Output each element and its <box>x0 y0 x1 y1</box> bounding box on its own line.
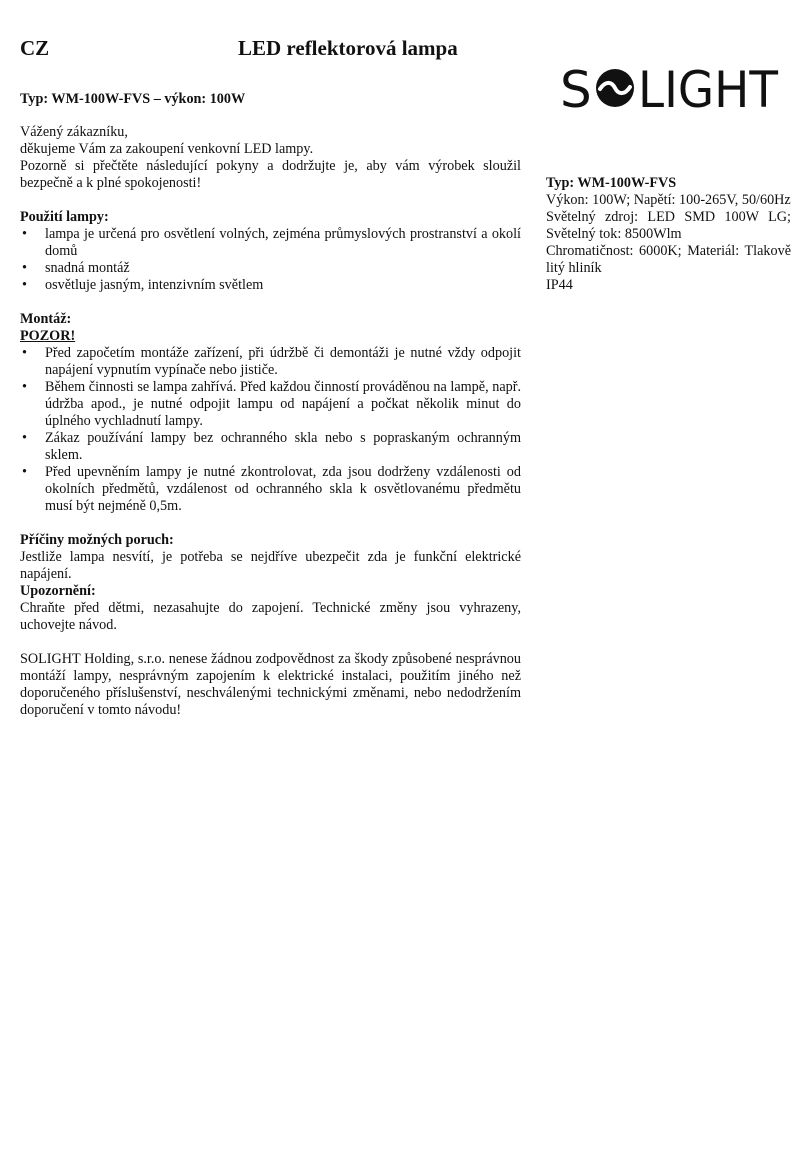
faults-text: Jestliže lampa nesvítí, je potřeba se nejdříve ubezpečit zda je funkční elektrické napájení. <box>20 549 521 582</box>
specs-panel <box>546 175 791 294</box>
greeting: Vážený zákazníku, <box>20 124 128 140</box>
list-item: • Zákaz používání lampy bez ochranného skla nebo s popraskaným ochranným sklem. <box>22 430 521 463</box>
list-item: • osvětluje jasným, intenzivním světlem <box>22 277 264 293</box>
spec-luminous-flux: Světelný tok: 8500Wlm <box>546 226 682 242</box>
list-item: • lampa je určená pro osvětlení volných, zejména průmyslových prostranství a okolí domů <box>22 226 521 259</box>
list-item: • Během činnosti se lampa zahřívá. Před každou činností prováděnou na lampě, např. údržba apod., je nutné odpojit lampu od napájení a počkat několik minut do úplného vychladnutí lampy. <box>22 379 521 429</box>
usage-list <box>20 226 521 294</box>
bullet-icon: • <box>22 379 27 395</box>
caution-heading: Upozornění: <box>20 583 96 599</box>
faults-heading: Příčiny možných poruch: <box>20 532 174 548</box>
spec-chromaticity-material: Chromatičnost: 6000K; Materiál: Tlakově litý hliník <box>546 243 791 276</box>
notice-paragraph: Pozorně si přečtěte následující pokyny a dodržujte je, aby vám výrobek sloužil bezpečně a k plné spokojenosti! <box>20 158 521 191</box>
svg-text:S: S <box>560 61 592 116</box>
list-item: • Před upevněním lampy je nutné zkontrolovat, zda jsou dodrženy vzdálenosti od okolních předmětů, vzdálenost od ochranného skla k osvětlovanému předmětu musí být nejméně 0,5m. <box>22 464 521 514</box>
list-item: • Před započetím montáže zařízení, při údržbě či demontáži je nutné vždy odpojit napájení vypnutím vypínače nebo jističe. <box>22 345 521 378</box>
language-code: CZ <box>20 36 50 60</box>
type-line: Typ: WM-100W-FVS – výkon: 100W <box>20 91 246 107</box>
bullet-icon: • <box>22 226 27 242</box>
mounting-heading: Montáž: <box>20 311 72 327</box>
bullet-icon: • <box>22 430 27 446</box>
spec-light-source: Světelný zdroj: LED SMD 100W LG; <box>546 209 791 225</box>
bullet-icon: • <box>22 345 27 361</box>
thanks-line: děkujeme Vám za zakoupení venkovní LED lampy. <box>20 141 314 157</box>
disclaimer-paragraph: SOLIGHT Holding, s.r.o. nenese žádnou zodpovědnost za škody způsobené nesprávnou montáží lampy, nesprávným zapojením k elektrické instalaci, použitím jiného než doporučeného příslušenství, neschválenými technickými změnami, nebo nedodržením doporučení v tomto návodu! <box>20 651 521 718</box>
spec-power-voltage: Výkon: 100W; Napětí: 100-265V, 50/60Hz <box>546 192 791 208</box>
mounting-list <box>20 345 521 515</box>
usage-heading: Použití lampy: <box>20 209 109 225</box>
spec-ip-rating: IP44 <box>546 277 573 293</box>
main-column <box>20 91 521 719</box>
solight-logo <box>560 60 780 116</box>
svg-text:LIGHT: LIGHT <box>638 61 779 116</box>
list-item: • snadná montáž <box>22 260 130 276</box>
specs-heading: Typ: WM-100W-FVS <box>546 175 677 191</box>
warning-heading: POZOR! <box>20 328 76 344</box>
bullet-icon: • <box>22 464 27 480</box>
bullet-icon: • <box>22 260 27 276</box>
page-title: LED reflektorová lampa <box>238 36 458 60</box>
caution-text: Chraňte před dětmi, nezasahujte do zapojení. Technické změny jsou vyhrazeny, uchovejte návod. <box>20 600 521 633</box>
bullet-icon: • <box>22 277 27 293</box>
